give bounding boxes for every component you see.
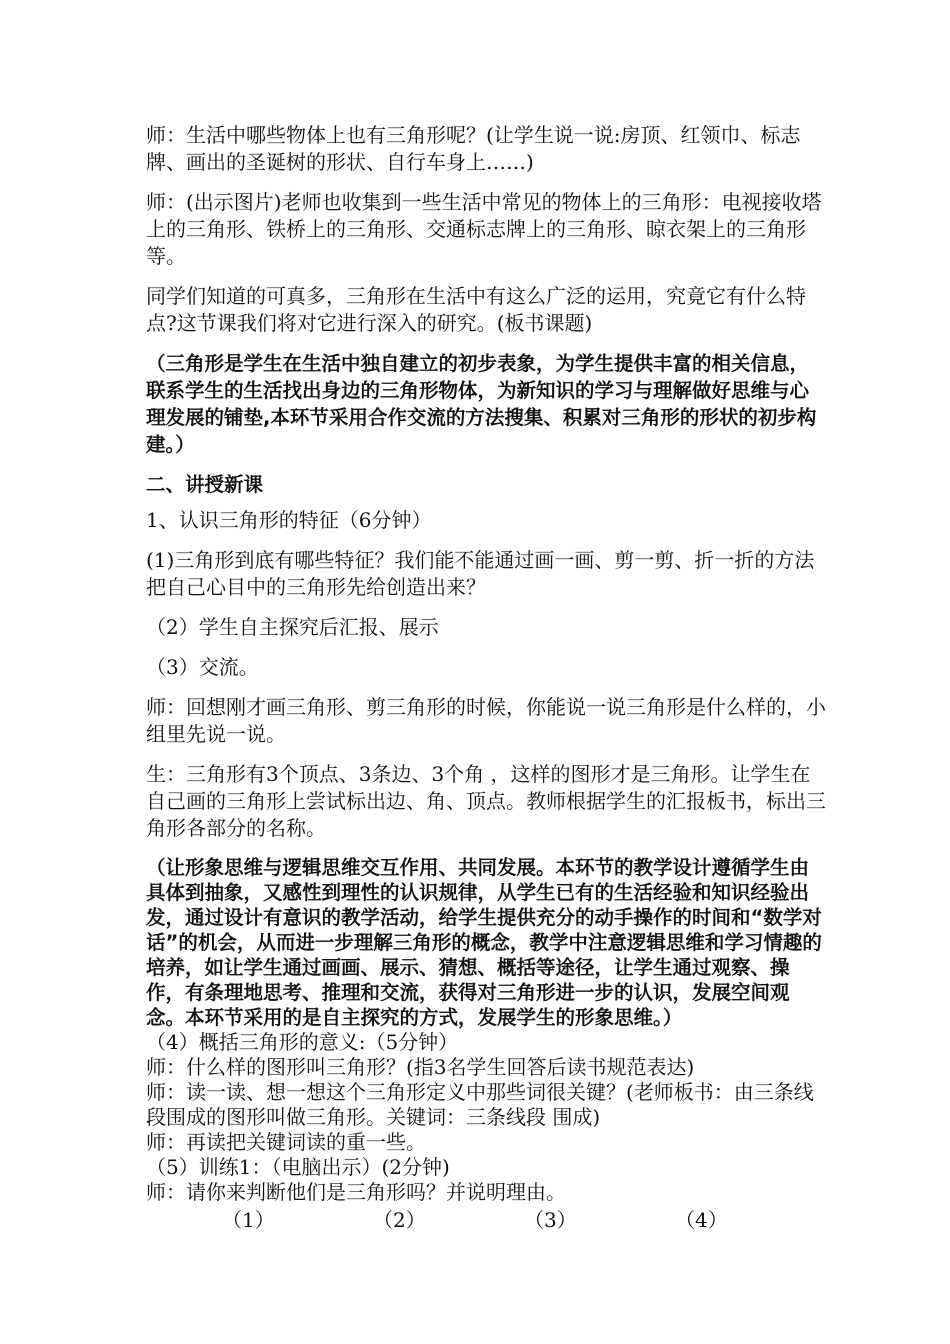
choice-label-2: （2） xyxy=(373,1208,426,1232)
paragraph-step-5: （5）训练1：（电脑出示）(2分钟) xyxy=(146,1155,450,1179)
paragraph-step-3: （3）交流。 xyxy=(146,655,259,679)
paragraph-teacher-reread: 师：再读把关键词读的重一些。 xyxy=(146,1130,426,1154)
paragraph-design-note-1: （三角形是学生在生活中独自建立的初步表象，为学生提供丰富的相关信息，联系学生的生活找出身边的三角形物体，为新知识的学习与理解做好思维与心理发展的铺垫,本环节采用合作交流的方法搜集、积累对三角形的形状的初步构建。） xyxy=(146,352,817,456)
choice-label-4: （4） xyxy=(675,1208,728,1232)
paragraph-intro-topic: 同学们知道的可真多，三角形在生活中有这么广泛的运用，究竟它有什么特点?这节课我们将对它进行深入的研究。(板书课题) xyxy=(146,284,806,335)
choice-labels-row xyxy=(146,1207,826,1234)
paragraph-teacher-keywords: 师：读一读、想一想这个三角形定义中那些词很关键？(老师板书：由三条线段围成的图形叫做三角形。关键词：三条线段 围成) xyxy=(146,1080,814,1129)
paragraph-teacher-pictures: 师：(出示图片)老师也收集到一些生活中常见的物体上的三角形：电视接收塔上的三角形、铁桥上的三角形、交通标志牌上的三角形、晾衣架上的三角形等。 xyxy=(146,190,822,268)
paragraph-design-note-2: （让形象思维与逻辑思维交互作用、共同发展。本环节的教学设计遵循学生由具体到抽象，又感性到理性的认识规律，从学生已有的生活经验和知识经验出发，通过设计有意识的教学活动，给学生提供充分的动手操作的时间和“数学对话”的机会，从而进一步理解三角形的概念，教学中注意逻辑思维和学习情趣的培养，如让学生通过画画、展示、猜想、概括等途径，让学生通过观察、操作，有条理地思考、推理和交流，获得对三角形进一步的认识，发展空间观念。本环节采用的是自主探究的方式，发展学生的形象思维。） xyxy=(146,856,822,1029)
paragraph-teacher-recall: 师：回想刚才画三角形、剪三角形的时候，你能说一说三角形是什么样的，小组里先说一说。 xyxy=(146,695,826,746)
paragraph-teacher-definition: 师：什么样的图形叫三角形？(指3名学生回答后读书规范表达) xyxy=(146,1055,695,1079)
choice-label-1: （1） xyxy=(222,1208,275,1232)
paragraph-step-4: （4）概括三角形的意义:（5分钟） xyxy=(146,1030,459,1054)
choice-label-3: （3） xyxy=(524,1208,577,1232)
paragraph-step-2: （2）学生自主探究后汇报、展示 xyxy=(146,615,439,639)
subsection-heading-features: 1、认识三角形的特征（6分钟） xyxy=(146,508,432,532)
paragraph-teacher-judge: 师：请你来判断他们是三角形吗？并说明理由。 xyxy=(146,1180,566,1204)
section-heading-new-lesson: 二、讲授新课 xyxy=(146,473,264,496)
paragraph-teacher-question: 师：生活中哪些物体上也有三角形呢？(让学生说一说:房顶、红领巾、标志牌、画出的圣诞树的形状、自行车身上……) xyxy=(146,123,801,174)
document-body xyxy=(146,122,826,1234)
paragraph-student-answer: 生：三角形有3个顶点、3条边、3个角 ，这样的图形才是三角形。让学生在自己画的三角形上尝试标出边、角、顶点。教师根据学生的汇报板书，标出三角形各部分的名称。 xyxy=(146,762,826,840)
paragraph-step-1: (1)三角形到底有哪些特征？我们能不能通过画一画、剪一剪、折一折的方法把自己心目中的三角形先给创造出来？ xyxy=(146,548,815,599)
